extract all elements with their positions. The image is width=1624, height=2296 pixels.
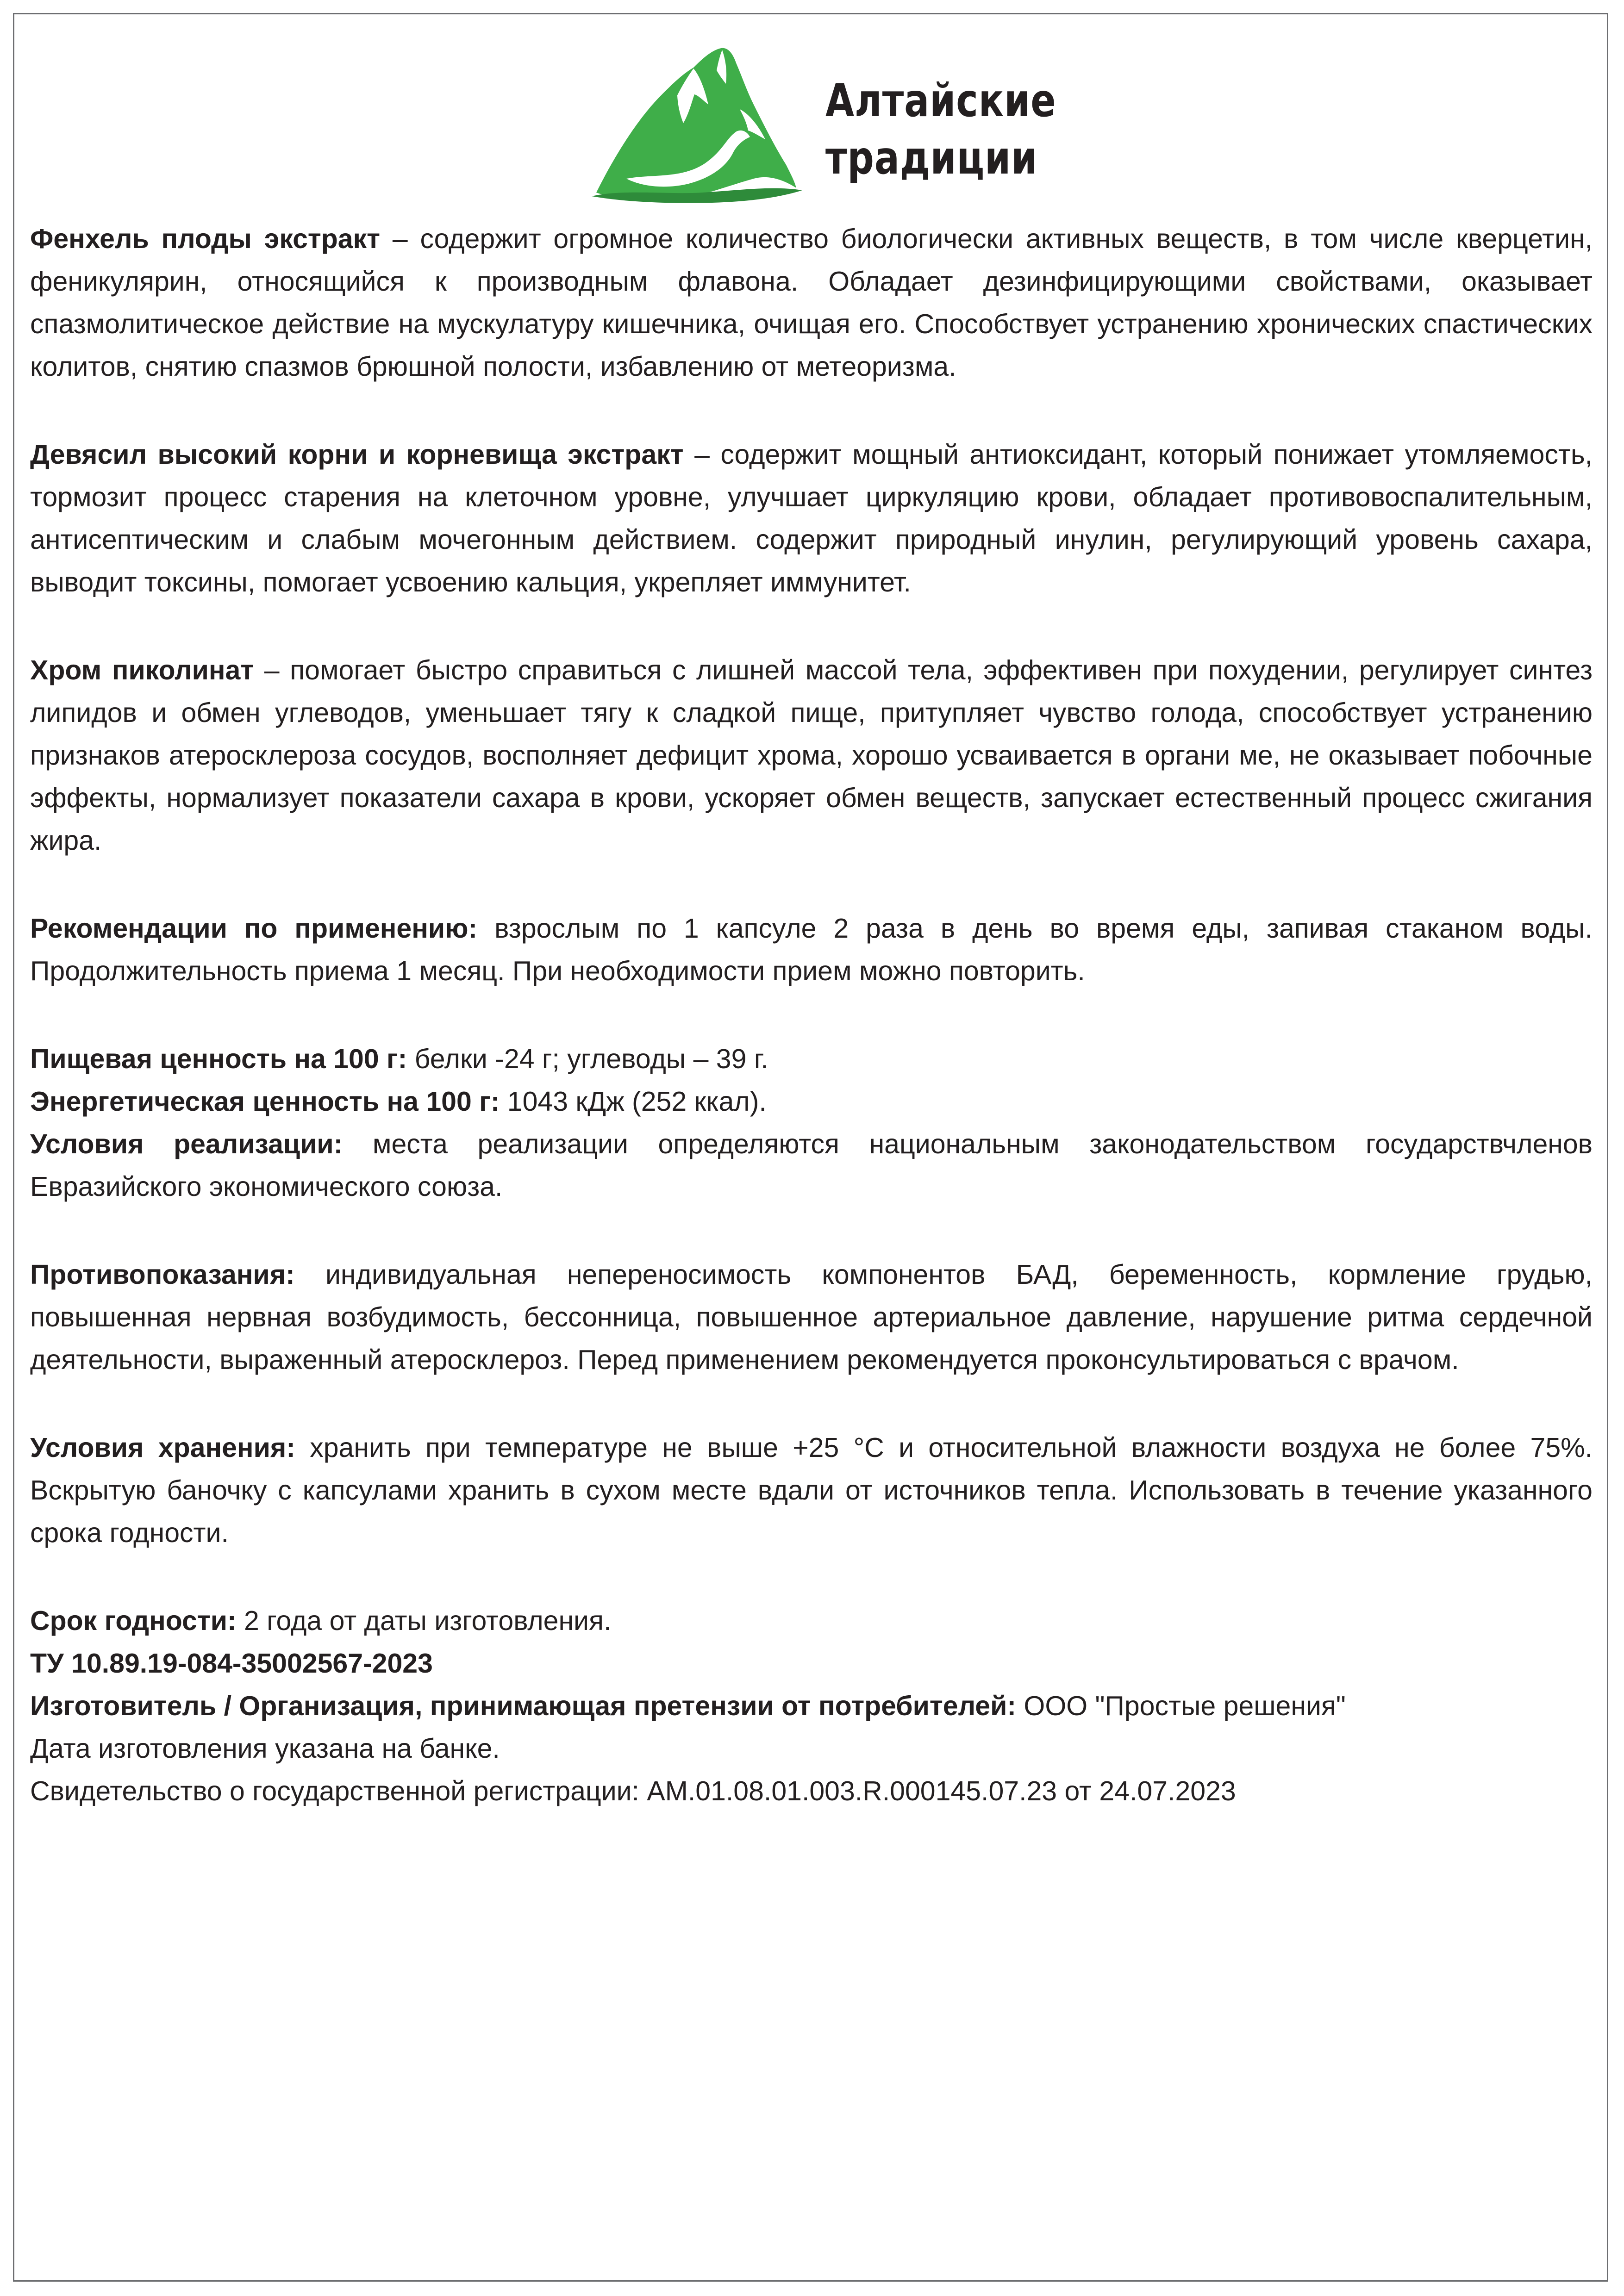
fennel-paragraph — [30, 218, 1593, 388]
usage-label: Рекомендации по применению: — [30, 913, 478, 944]
tu-line — [30, 1642, 1593, 1685]
chromium-text: – помогает быстро справиться с лишней массой тела, эффективен при похудении, регулирует синтез липидов и обмен углеводов, уменьшает тягу к сладкой пище, притупляет чувство голода, способствует устранению признаков атеросклероза сосудов, восполняет дефицит хрома, хорошо усваивается в органи ме, не оказывает побочные эффекты, нормализует показатели сахара в крови, ускоряет обмен веществ, запускает естественный процесс сжигания жира. — [30, 655, 1593, 856]
brand-logo — [587, 40, 1056, 206]
chromium-label: Хром пиколинат — [30, 655, 254, 685]
brand-name — [825, 72, 1056, 187]
maker-text: ООО "Простые решения" — [1016, 1691, 1346, 1721]
sale-paragraph — [30, 1123, 1593, 1208]
tu-label: ТУ 10.89.19-084-35002567-2023 — [30, 1648, 433, 1679]
contra-paragraph — [30, 1253, 1593, 1381]
energy-line — [30, 1080, 1593, 1123]
brand-name-line2: традиции — [825, 132, 1038, 185]
chromium-paragraph — [30, 649, 1593, 862]
maker-line — [30, 1685, 1593, 1727]
energy-label: Энергетическая ценность на 100 г: — [30, 1086, 500, 1117]
nutrition-text: белки -24 г; углеводы – 39 г. — [407, 1044, 768, 1074]
shelf-line — [30, 1599, 1593, 1642]
storage-text: хранить при температуре не выше +25 °С и относительной влажности воздуха не более 75%. Вскрытую баночку с капсулами хранить в сухом месте вдали от источников тепла. Использовать в течение указанного срока годности. — [30, 1432, 1593, 1548]
nutrition-label: Пищевая ценность на 100 г: — [30, 1044, 407, 1074]
energy-text: 1043 кДж (252 ккал). — [500, 1086, 767, 1117]
label-text — [30, 218, 1593, 1812]
sale-label: Условия реализации: — [30, 1129, 343, 1159]
elecampane-label: Девясил высокий корни и корневища экстракт — [30, 439, 684, 470]
nutrition-line — [30, 1038, 1593, 1080]
elecampane-text: – содержит мощный антиоксидант, который понижает утомляемость, тормозит процесс старения на клеточном уровне, улучшает циркуляцию крови, обладает противовоспалительным, антисептическим и слабым мочегонным действием. содержит природный инулин, регулирующий уровень сахара, выводит токсины, помогает усвоению кальция, укрепляет иммунитет. — [30, 439, 1593, 597]
mountain-logo-icon — [587, 40, 805, 206]
shelf-label: Срок годности: — [30, 1605, 237, 1636]
fennel-label: Фенхель плоды экстракт — [30, 224, 381, 254]
date-note-line: Дата изготовления указана на банке. — [30, 1733, 500, 1764]
usage-text: взрослым по 1 капсуле 2 раза в день во время еды, запивая стаканом воды. Продолжительность приема 1 месяц. При необходимости прием можно повторить. — [30, 913, 1593, 986]
brand-name-line1: Алтайские — [825, 75, 1056, 127]
fennel-text: – содержит огромное количество биологически активных веществ, в том числе кверцетин, феникулярин, относящийся к производным флавона. Обладает дезинфицирующими свойствами, оказывает спазмолитическое действие на мускулатуру кишечника, очищая его. Способствует устранению хронических спастических колитов, снятию спазмов брюшной полости, избавлению от метеоризма. — [30, 224, 1593, 382]
contra-text: индивидуальная непереносимость компонентов БАД, беременность, кормление грудью, повышенная нервная возбудимость, бессонница, повышенное артериальное давление, нарушение ритма сердечной деятельности, выраженный атеросклероз. Перед применением рекомендуется проконсультироваться с врачом. — [30, 1259, 1593, 1375]
storage-label: Условия хранения: — [30, 1432, 295, 1463]
usage-paragraph — [30, 907, 1593, 992]
shelf-text: 2 года от даты изготовления. — [236, 1605, 612, 1636]
elecampane-paragraph — [30, 433, 1593, 604]
contra-label: Противопоказания: — [30, 1259, 295, 1290]
storage-paragraph — [30, 1426, 1593, 1554]
sale-text: места реализации определяются национальным законодательством государствчленов Евразийского экономического союза. — [30, 1129, 1593, 1202]
maker-label: Изготовитель / Организация, принимающая претензии от потребителей: — [30, 1691, 1017, 1721]
certificate-line: Свидетельство о государственной регистрации: AM.01.08.01.003.R.000145.07.23 от 24.07.2023 — [30, 1776, 1236, 1806]
